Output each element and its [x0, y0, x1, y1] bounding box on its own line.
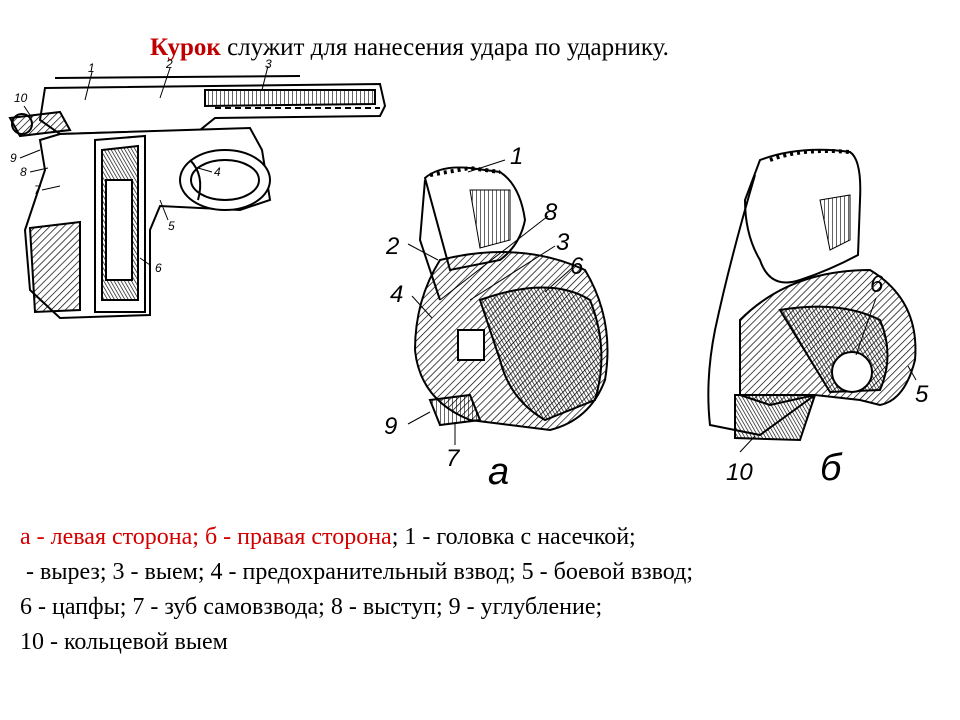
- pistol-label: 5: [168, 219, 175, 233]
- caption-line-1-rest: ; 1 - головка с насечкой;: [391, 524, 636, 550]
- caption: [20, 520, 950, 660]
- pistol-label: 4: [214, 165, 221, 179]
- title-keyword: Курок: [150, 34, 221, 61]
- pistol-drawing: [10, 66, 385, 318]
- pistol-label: 9: [10, 151, 17, 165]
- right-view-label: 6: [870, 271, 884, 298]
- left-view-label: 8: [544, 199, 558, 226]
- pistol-label: 3: [265, 57, 272, 71]
- caption-line-3: 6 - цапфы; 7 - зуб самовзвода; 8 - выступ; 9 - углубление;: [20, 594, 603, 620]
- left-view-label: 7: [446, 445, 460, 472]
- pistol-label: 7: [34, 183, 41, 197]
- caption-line-1: [20, 520, 950, 555]
- caption-line-4: 10 - кольцевой выем: [20, 629, 228, 655]
- left-view-label: 2: [386, 233, 400, 260]
- left-view-label: 3: [556, 229, 570, 256]
- caption-sides: а - левая сторона; б - правая сторона: [20, 524, 392, 550]
- pistol-label: 2: [166, 57, 173, 71]
- left-view-label: 9: [384, 413, 398, 440]
- pistol-label: 10: [14, 91, 28, 105]
- pistol-label: 1: [88, 61, 95, 75]
- left-view-label: 6: [570, 253, 584, 280]
- caption-line-2: - вырез; 3 - выем; 4 - предохранительный взвод; 5 - боевой взвод;: [20, 559, 693, 585]
- pistol-label: 8: [20, 165, 27, 179]
- hammer-right-view: [708, 150, 916, 452]
- left-view-letter: а: [488, 451, 510, 493]
- right-view-label: 10: [726, 459, 753, 486]
- pistol-label: 6: [155, 261, 162, 275]
- left-view-label: 1: [510, 143, 524, 170]
- right-view-letter: б: [820, 447, 842, 489]
- left-view-label: 4: [390, 281, 404, 308]
- hammer-left-view: [408, 160, 608, 445]
- title-text: служит для нанесения удара по ударнику.: [220, 34, 669, 61]
- right-view-label: 5: [915, 381, 929, 408]
